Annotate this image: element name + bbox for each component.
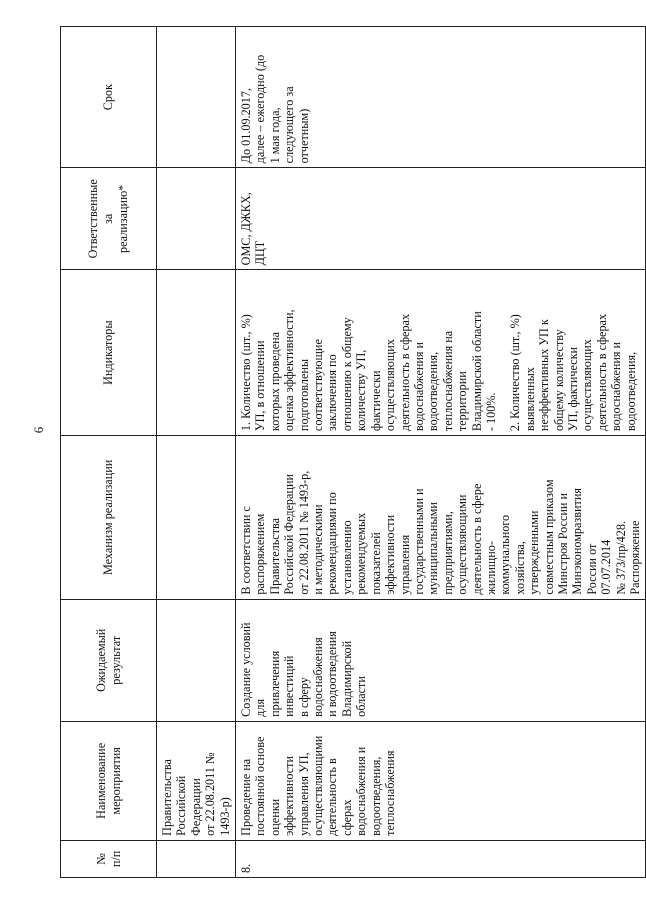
- rotated-table-container: [60, 26, 642, 878]
- cell-num: [157, 840, 236, 877]
- cell-deadline: [157, 27, 236, 168]
- header-num: № п/п: [61, 840, 157, 877]
- cell-indicators: [157, 270, 236, 436]
- cell-indicators: [236, 270, 646, 436]
- header-name: Наименование мероприятия: [61, 721, 157, 840]
- header-deadline: Срок: [61, 27, 157, 168]
- cell-name: Проведение на постоянной основе оценки эффективности управления УП, осуществляющими деятельность в сферах водоснабжения и водоотведения, теплоснабжения: [236, 721, 646, 840]
- cell-mechanism: [157, 436, 236, 600]
- table-row: [157, 27, 236, 878]
- cell-result: [157, 599, 236, 721]
- header-row: [61, 27, 157, 878]
- cell-result: Создание условий для привлечения инвестиций в сферу водоснабжения и водоотведения Владимирской области: [236, 599, 646, 721]
- cell-responsible: ОМС, ДЖКХ, ДЦТ: [236, 168, 646, 270]
- measures-table: [60, 26, 646, 878]
- cell-deadline: До 01.09.2017, далее – ежегодно (до 1 мая года, следующего за отчетным): [236, 27, 646, 168]
- indicator-1: 1. Количество (шт., %) УП, в отношении которых проведена оценка эффективности, подготовлены соответствующие заключения по отношению к общему количеству УП, фактически осуществляющих деятельность в сферах водоснабжения и водоотведения, теплоснабжения на территории Владимирской области - 100%.: [239, 309, 498, 432]
- cell-mechanism: В соответствии с распоряжением Правительства Российской Федерации от 22.08.2011 № 1493-р, и методическими рекомендациями по установлению рекомендуемых показателей эффективности управления государственными и муниципальными предприятиями, осуществляющими деятельность в сфере жилищно- коммунального хозяйства, утвержденными совместным приказом Минстроя России и Минэкономразвития России от 07.07.2014 № 373/пр/428. Распоряжение: [236, 436, 646, 600]
- header-responsible: Ответственные за реализацию*: [61, 168, 157, 270]
- header-mechanism: Механизм реализации: [61, 436, 157, 600]
- cell-responsible: [157, 168, 236, 270]
- page-number: 6: [31, 426, 46, 434]
- header-result: Ожидаемый результат: [61, 599, 157, 721]
- cell-name: Правительства Российской Федерации от 22.08.2011 № 1493-р): [157, 721, 236, 840]
- table-row: [236, 27, 646, 878]
- indicator-2: 2. Количество (шт., %) выявленных неэффективных УП к общему количеству УП, фактически осуществляющих деятельность в сферах водоснабжения и водоотведения,: [508, 313, 638, 432]
- header-indicators: Индикаторы: [61, 270, 157, 436]
- cell-num: 8.: [236, 840, 646, 877]
